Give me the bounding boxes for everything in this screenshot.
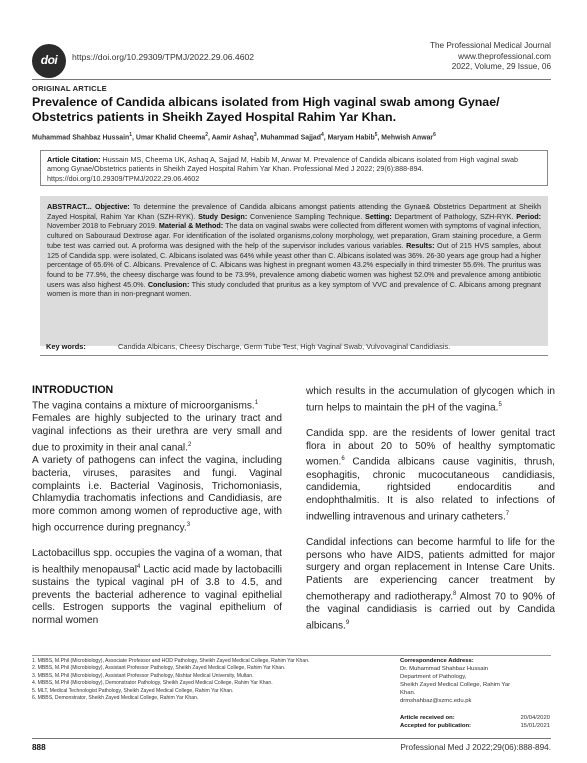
author-sup: 5	[374, 132, 378, 138]
methods-label: Material & Method:	[158, 221, 224, 231]
affiliation-line: 6. MBBS, Demonstrator, Sheikh Zayed Medical College, Rahim Yar Khan.	[32, 695, 199, 702]
author-list: Muhammad Shahbaz Hussain$^1$, Umar Khalid Cheema$^2$, Aamir Ashaq$^3$, Muhammad Sajjad$^4$, Maryam Habib$^5$, Mehwish Anwar$^6$	[32, 132, 436, 142]
author-sup: 3	[253, 132, 257, 138]
received-row	[400, 714, 550, 722]
citation-label: Article Citation:	[47, 155, 101, 164]
header-divider	[32, 79, 551, 80]
abstract-heading: ABSTRACT...	[47, 202, 92, 211]
footnote-divider	[32, 655, 551, 656]
paragraph-text: Females are highly subjected to the urinary tract and vaginal infections as their urethra are very small and due to proximity in their anal canal.	[32, 413, 282, 454]
reference-sup: 9	[345, 619, 350, 626]
journal-info	[351, 41, 551, 73]
author: Maryam Habib	[327, 134, 375, 142]
conclusion-label: Conclusion:	[147, 279, 190, 289]
keywords-label: Key words:	[46, 342, 86, 351]
reference-sup: 1	[254, 400, 259, 406]
author-sup: 1	[129, 132, 133, 138]
paragraph-text: A variety of pathogens can infect the vagina, including bacteria, viruses, parasites and fungi. Vaginal complaints i.e. Bacterial Vaginosis, Trichomoniasis, Chlamydia trachomatis infections and Candidiasis, are more common among women of reproductive age, with high occurrence during pregnancy.	[32, 454, 282, 534]
footer-divider	[32, 738, 551, 739]
conclusion-text: This study concluded that pruritus as a key symptom of VVC and prevalence of C. Albicans among pregnant women is more than in non-pregnant women.	[47, 279, 541, 299]
design-text: Convenience Sampling Technique.	[250, 211, 363, 221]
reference-sup: 4	[137, 563, 141, 570]
accepted-label: Accepted for publication:	[400, 723, 472, 729]
article-dates	[400, 714, 550, 730]
affiliation-line: 1. MBBS, M.Phil (Microbiology), Associate Professor and HOD Pathology, Sheikh Zayed Medical College, Rahim Yar Khan.	[32, 658, 310, 664]
reference-sup: 8	[453, 591, 457, 598]
body-column-left	[32, 397, 282, 628]
affiliation-line: 5. MLT, Medical Technologist Pathology, Sheikh Zayed Medical College, Rahim Yar Khan.	[32, 687, 234, 694]
correspondence-email[interactable]: drmshahbaz@szmc.edu.pk	[400, 698, 472, 704]
accepted-row	[400, 722, 550, 730]
correspondence-heading: Correspondence Address:	[400, 658, 474, 664]
correspondence-address	[400, 657, 550, 705]
author: Muhammad Shahbaz Hussain	[32, 134, 130, 142]
reference-sup: 5	[498, 401, 502, 408]
citation-text: Hussain MS, Cheema UK, Ashaq A, Sajjad M, Habib M, Anwar M. Prevalence of Candida albicans isolated from High vaginal swab among Gynae/Obstetrics patients in Sheikh Zayed Hospital Rahim Yar Khan. Professional Med J 2022; 29(6):888-894. https://doi.org/10.29309/TPMJ/2022.29.06.4602	[47, 155, 518, 183]
page-number: 888	[32, 743, 46, 752]
author: Mehwish Anwar	[381, 134, 434, 142]
paragraph-text: Lactobacillus spp. occupies the vagina of a woman, that is healthily menopausal	[32, 547, 282, 575]
paragraph-text: Candida albicans cause vaginitis, thrush, esophagitis, chronic mucocutaneous candidiasis, candidemia, rightsided endocarditis and endophthalmitis. It is also related to infections of indwelling intravenous and urinary catheters.	[306, 456, 555, 523]
paragraph-text: Almost 70 to 90% of the vaginal candidiasis is carried out by Candida albicans.	[306, 591, 555, 632]
paragraph-text: Lactic acid made by lactobacilli sustains the typical vaginal pH of 3.8 to 4.5, and prevents the bacterial adherence to vaginal epithelial cells. Estrogen supports the vaginal epithelium of normal women	[32, 564, 282, 627]
doi-link[interactable]: https://doi.org/10.29309/TPMJ/2022.29.06.4602	[72, 52, 255, 62]
period-text: November 2018 to February 2019.	[47, 221, 157, 231]
paragraph	[32, 397, 282, 413]
abstract-box	[40, 196, 548, 346]
article-type: ORIGINAL ARTICLE	[32, 84, 107, 93]
results-label: Results:	[406, 240, 435, 250]
correspondence-line: Khan.	[400, 690, 416, 696]
paragraph	[32, 548, 282, 628]
period-label: Period:	[516, 211, 541, 221]
results-text: Out of 215 HVS samples, about 125 of Candida spp. were isolated, C. Albicans isolated was 64% while yeast other than C. Albicans isolated was 36%. 26-30 years age group had a higher percentage of 65.6% of C. Albicans. Prevalence of C. Albicans was highest in pregnant women 43.2% especially in third trimester 55.6%. The pruritus was found to be 77.9%, the cheesy discharge was found to be 73.9%, prevalence among diabetic women was highest 52.0% and prevalence among antibiotic users was also highest 45.0%.	[47, 240, 541, 289]
affiliation-line: 4. MBBS, M.Phil (Microbiology), Demonstrator Pathology, Sheikh Zayed Medical College, Rahim Yar Khan.	[32, 680, 273, 687]
objective-text: To determine the prevalence of Candida albicans amongst patients attending the Gynae& Obstetrics Department at Sheikh Zayed Hospital, Rahim Yar Khan (SZH-RYK).	[47, 202, 542, 221]
journal-name: The Professional Medical Journal	[429, 41, 551, 50]
doi-logo	[32, 44, 66, 78]
setting-text: Department of Pathology, SZH-RYK.	[394, 211, 514, 221]
methods-text: The data on vaginal swabs were collected from different women with symptoms of vaginal infection, cultured on Sabouraud Dextrose agar. For identification of the isolated organisms,colony morphology, wet preparation, Gram staining procedure, a Germ tube test was carried out. A proforma was designed with the help of the supervisor includes various variables.	[47, 221, 542, 250]
paragraph	[306, 428, 555, 524]
paragraph	[32, 455, 282, 535]
journal-url[interactable]: www.theprofessional.com	[458, 51, 551, 61]
affiliations	[32, 658, 392, 702]
author-sup: 4	[320, 132, 324, 138]
reference-sup: 2	[187, 441, 192, 448]
doi-logo-text: doi	[40, 53, 58, 67]
reference-sup: 7	[505, 510, 510, 517]
introduction-heading: INTRODUCTION	[32, 384, 114, 396]
affiliation-line: 3. MBBS, M.Phil (Microbiology), Assistant Professor Pathology, Nishtar Medical University, Multan.	[32, 672, 254, 679]
paragraph	[306, 386, 555, 415]
author-sup: 2	[205, 132, 208, 138]
page-citation: Professional Med J 2022;29(06):888-894.	[400, 743, 551, 752]
received-date: 20/04/2020	[520, 715, 550, 721]
body-column-right	[306, 386, 555, 633]
affiliation-line: 2. MBBS, M.Phil (Microbiology), Assistant Professor Pathology, Sheikh Zayed Medical College, Rahim Yar Khan.	[32, 665, 286, 672]
correspondence-line: Dr. Muhammad Shahbaz Hussain	[400, 666, 489, 672]
correspondence-line: Sheikh Zayed Medical College, Rahim Yar	[400, 682, 511, 688]
design-label: Study Design:	[198, 211, 248, 221]
paragraph-text: The vagina contains a mixture of microorganisms.	[32, 400, 255, 412]
keywords-divider	[40, 355, 548, 356]
reference-sup: 6	[341, 456, 345, 463]
received-label: Article received on:	[400, 715, 455, 721]
article-title: Prevalence of Candida albicans isolated from High vaginal swab among Gynae/ Obstetrics patients in Sheikh Zayed Hospital Rahim Yar Khan.	[32, 95, 500, 125]
article-citation-box	[40, 150, 548, 186]
keywords-text: Candida Albicans, Cheesy Discharge, Germ Tube Test, High Vaginal Swab, Vulvovaginal Candidiasis.	[118, 342, 451, 351]
journal-issue: 2022, Volume, 29 Issue, 06	[451, 62, 551, 72]
setting-label: Setting:	[365, 211, 392, 221]
correspondence-line: Department of Pathology,	[400, 674, 467, 680]
author: Umar Khalid Cheema	[135, 134, 206, 142]
paragraph	[306, 537, 555, 633]
objective-label: Objective:	[94, 202, 130, 211]
accepted-date: 15/01/2021	[520, 723, 550, 729]
paragraph-text: Candidal infections can become harmful to life for the persons who have AIDS, patients admitted for major surgery and organ replacement in Intense Care Units. Patients are experiencing cancer treatment by chemotherapy and radiotherapy.	[306, 536, 555, 603]
author: Aamir Ashaq	[211, 134, 254, 142]
keywords-row	[46, 342, 546, 351]
paragraph	[32, 413, 282, 455]
author: Muhammad Sajjad	[260, 134, 321, 142]
author-sup: 6	[433, 132, 436, 138]
reference-sup: 3	[186, 521, 191, 528]
paragraph-text: which results in the accumulation of glycogen which in turn helps to maintain the pH of the vagina.	[306, 386, 555, 414]
paragraph-text: Candida spp. are the residents of lower genital tract flora in about 20 to 50% of healthy symptomatic women.	[306, 427, 555, 468]
